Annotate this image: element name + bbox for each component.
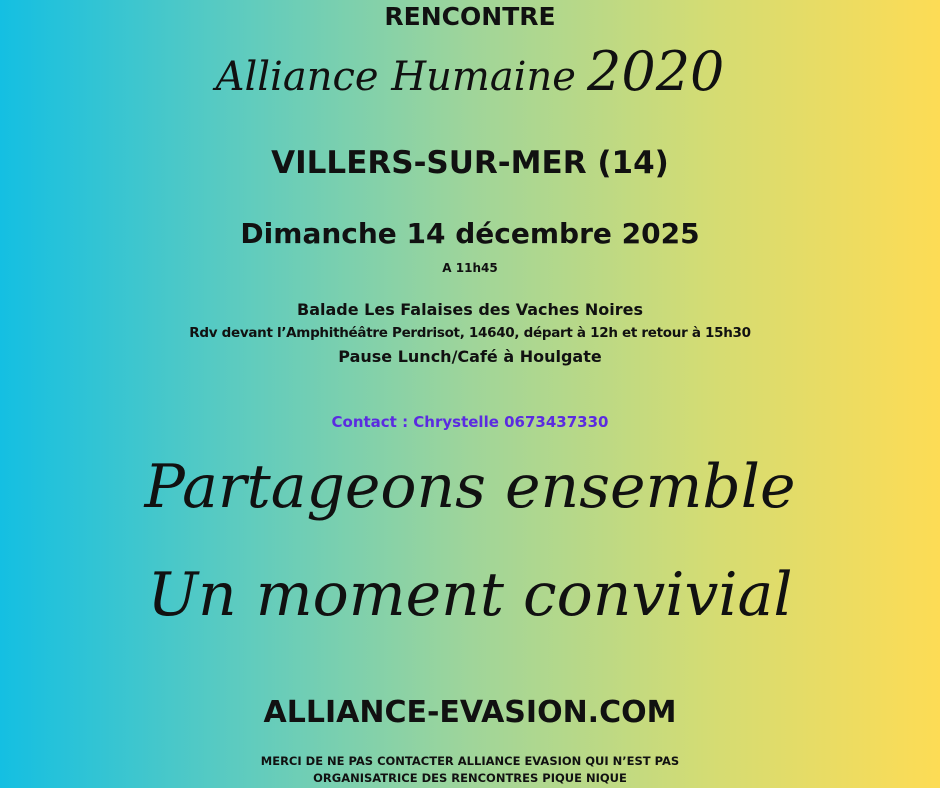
event-activity: Balade Les Falaises des Vaches Noires — [297, 300, 643, 319]
location-heading: VILLERS-SUR-MER (14) — [271, 145, 669, 181]
title-year: 2020 — [586, 40, 725, 103]
event-title — [0, 40, 940, 103]
slogan-line-2: Un moment convivial — [147, 560, 793, 630]
event-time: A 11h45 — [442, 261, 498, 275]
event-date: Dimanche 14 décembre 2025 — [240, 217, 700, 250]
contact-info: Contact : Chrystelle 0673437330 — [331, 413, 609, 431]
title-script: Alliance Humaine — [215, 54, 576, 100]
event-meeting-point: Rdv devant l’Amphithéâtre Perdrisot, 14640, départ à 12h et retour à 15h30 — [189, 325, 751, 341]
rencontre-heading: RENCONTRE — [384, 2, 556, 31]
slogan-line-1: Partageons ensemble — [144, 452, 796, 522]
disclaimer-line-1: MERCI DE NE PAS CONTACTER ALLIANCE EVASION QUI N’EST PAS — [260, 754, 680, 768]
disclaimer-line-2: ORGANISATRICE DES RENCONTRES PIQUE NIQUE — [313, 771, 627, 785]
website-link[interactable]: ALLIANCE-EVASION.COM — [263, 695, 677, 730]
event-pause: Pause Lunch/Café à Houlgate — [338, 347, 602, 366]
